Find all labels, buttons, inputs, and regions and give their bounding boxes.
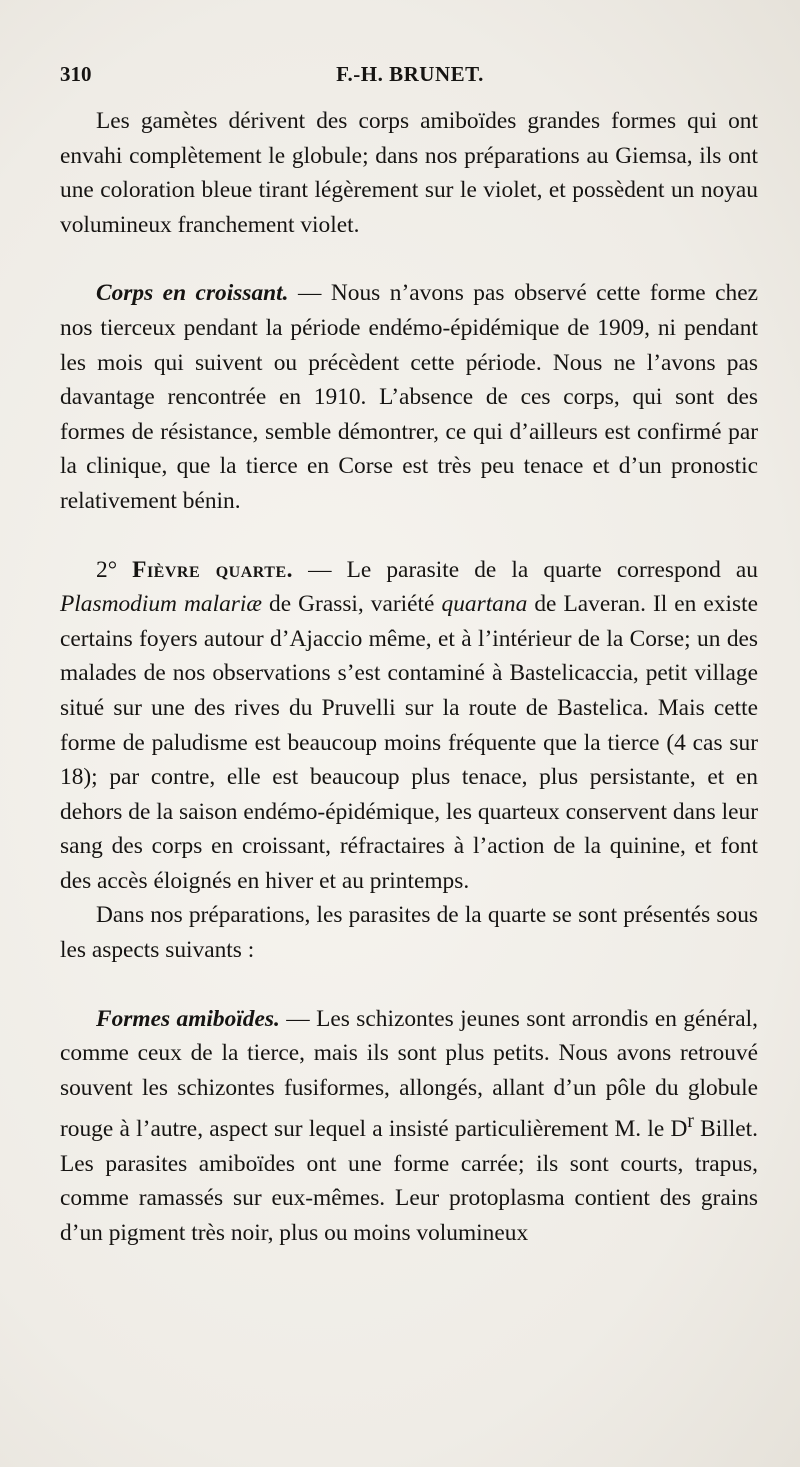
page-header <box>60 62 760 92</box>
paragraph-fievre-quarte <box>60 553 758 899</box>
paragraph-text: Les schizontes jeunes sont arrondis en général, comme ceux de la tierce, mais ils sont plus petits. Nous avons retrouvé souvent les schizontes fusiformes, allongés, allant d’un pôle du globule rouge à l’autre, aspect sur lequel a insisté particulièrement M. le D <box>60 1005 758 1143</box>
section-lead: Corps en croissant. <box>96 280 289 307</box>
paragraph-text: Nous n’avons pas observé cette forme chez nos tierceux pendant la période endémo-épidémique de 1909, ni pendant les mois qui suivent ou précèdent cette période. Nous ne l’avons pas davantage rencontrée en 1910. L’absence de ces corps, qui sont des formes de résistance, semble démontrer, ce qui d’ailleurs est confirmé par la clinique, que la tierce en Corse est très peu tenace et d’un pronostic relativement bénin. <box>60 280 758 514</box>
paragraph-gametes <box>60 104 758 242</box>
paragraph-formes-amiboides <box>60 1002 758 1251</box>
em-dash: — <box>286 1005 310 1032</box>
em-dash: — <box>308 556 332 583</box>
section-lead: Fièvre quarte. <box>132 556 293 583</box>
paragraph-text: de Grassi, variété <box>269 591 435 618</box>
em-dash: — <box>298 280 322 307</box>
section-number: 2° <box>96 556 118 583</box>
paragraph-preparations <box>60 898 758 967</box>
running-head: F.-H. BRUNET. <box>336 62 484 86</box>
variety-name: quartana <box>441 591 528 618</box>
paragraph-text: Billet. Les parasites amiboïdes ont une forme carrée; ils sont courts, trapus, comme ramassés sur eux-mêmes. Leur protoplasma contient des grains d’un pigment très noir, plus ou moins volumineux <box>60 1116 758 1247</box>
paragraph-text: de Laveran. Il en existe certains foyers autour d’Ajaccio même, et à l’intérieur de la Corse; un des malades de nos observations s’est contaminé à Bastelicaccia, petit village situé sur une des rives du Pruvelli sur la route de Bastelica. Mais cette forme de paludisme est beaucoup moins fréquente que la tierce (4 cas sur 18); par contre, elle est beaucoup plus tenace, plus persistante, et en dehors de la saison endémo-épidémique, les quarteux conservent dans leur sang des corps en croissant, réfractaires à l’action de la quinine, et font des accès éloignés en hiver et au printemps. <box>60 591 758 894</box>
section-lead: Formes amiboïdes. <box>96 1005 280 1032</box>
species-name: Plasmodium malariæ <box>60 591 262 618</box>
paragraph-text: Dans nos préparations, les parasites de la quarte se sont présentés sous les aspects suivants : <box>60 902 758 964</box>
page-number: 310 <box>60 62 92 86</box>
title-superscript: r <box>687 1111 694 1133</box>
page-body <box>60 104 758 1251</box>
paragraph-corps-en-croissant <box>60 276 758 518</box>
paragraph-text: Le parasite de la quarte correspond au <box>346 556 758 583</box>
paragraph-text: Les gamètes dérivent des corps amiboïdes grandes formes qui ont envahi complètement le globule; dans nos préparations au Giemsa, ils ont une coloration bleue tirant légèrement sur le violet, et possèdent un noyau volumineux franchement violet. <box>60 108 758 238</box>
